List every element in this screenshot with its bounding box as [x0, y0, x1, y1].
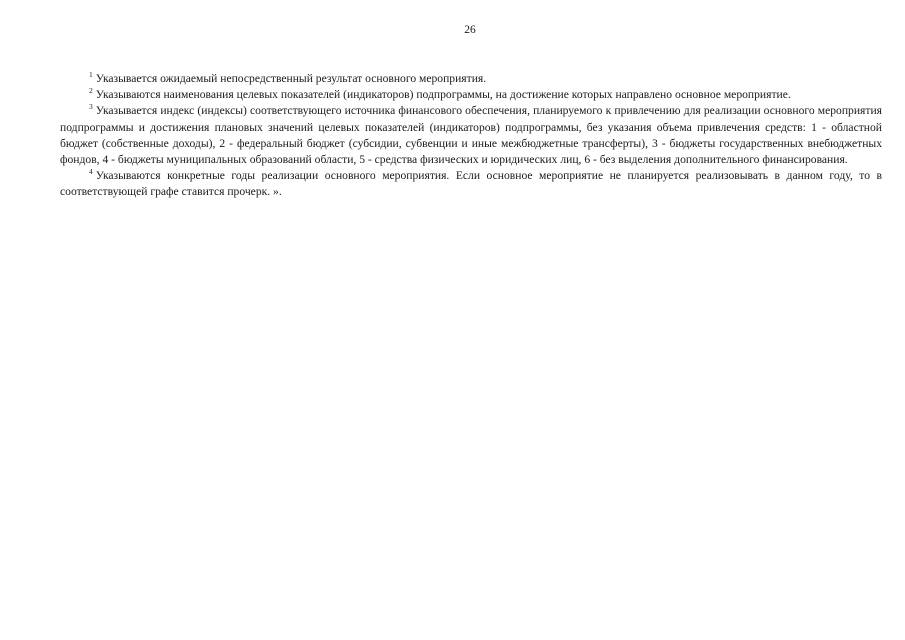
footnote-4 — [60, 168, 882, 200]
footnote-2 — [60, 87, 882, 103]
footnote-1 — [60, 71, 882, 87]
footnote-marker: 2 — [89, 86, 93, 96]
footnote-marker: 4 — [89, 167, 93, 177]
footnote-text: Указываются конкретные годы реализации основного мероприятия. Если основное мероприятие не планируется реализовывать в данном году, то в соответствующей графе ставится прочерк. ». — [60, 169, 882, 199]
page-number: 26 — [464, 24, 476, 36]
footnotes-section — [60, 71, 882, 201]
footnote-marker: 3 — [89, 102, 93, 112]
footnote-3 — [60, 103, 882, 168]
footnote-text: Указывается ожидаемый непосредственный результат основного мероприятия. — [95, 72, 487, 85]
footnote-marker: 1 — [89, 70, 93, 79]
footnote-text: Указывается индекс (индексы) соответствующего источника финансового обеспечения, планируемого к привлечению для реализации основного мероприятия подпрограммы и достижения плановых значений целевых показателей (индикаторов) подпрограммы, без указания объема привлечения средств: 1 - областной бюджет (собственные доходы), 2 - федеральный бюджет (субсидии, субвенции и иные межбюджетные трансферты), 3 - бюджеты государственных внебюджетных фондов, 4 - бюджеты муниципальных образований области, 5 - средства физических и юридических лиц, 6 - без выделения дополнительного финансирования. — [60, 104, 882, 167]
footnote-text: Указываются наименования целевых показателей (индикаторов) подпрограммы, на достижение которых направлено основное мероприятие. — [95, 88, 791, 102]
